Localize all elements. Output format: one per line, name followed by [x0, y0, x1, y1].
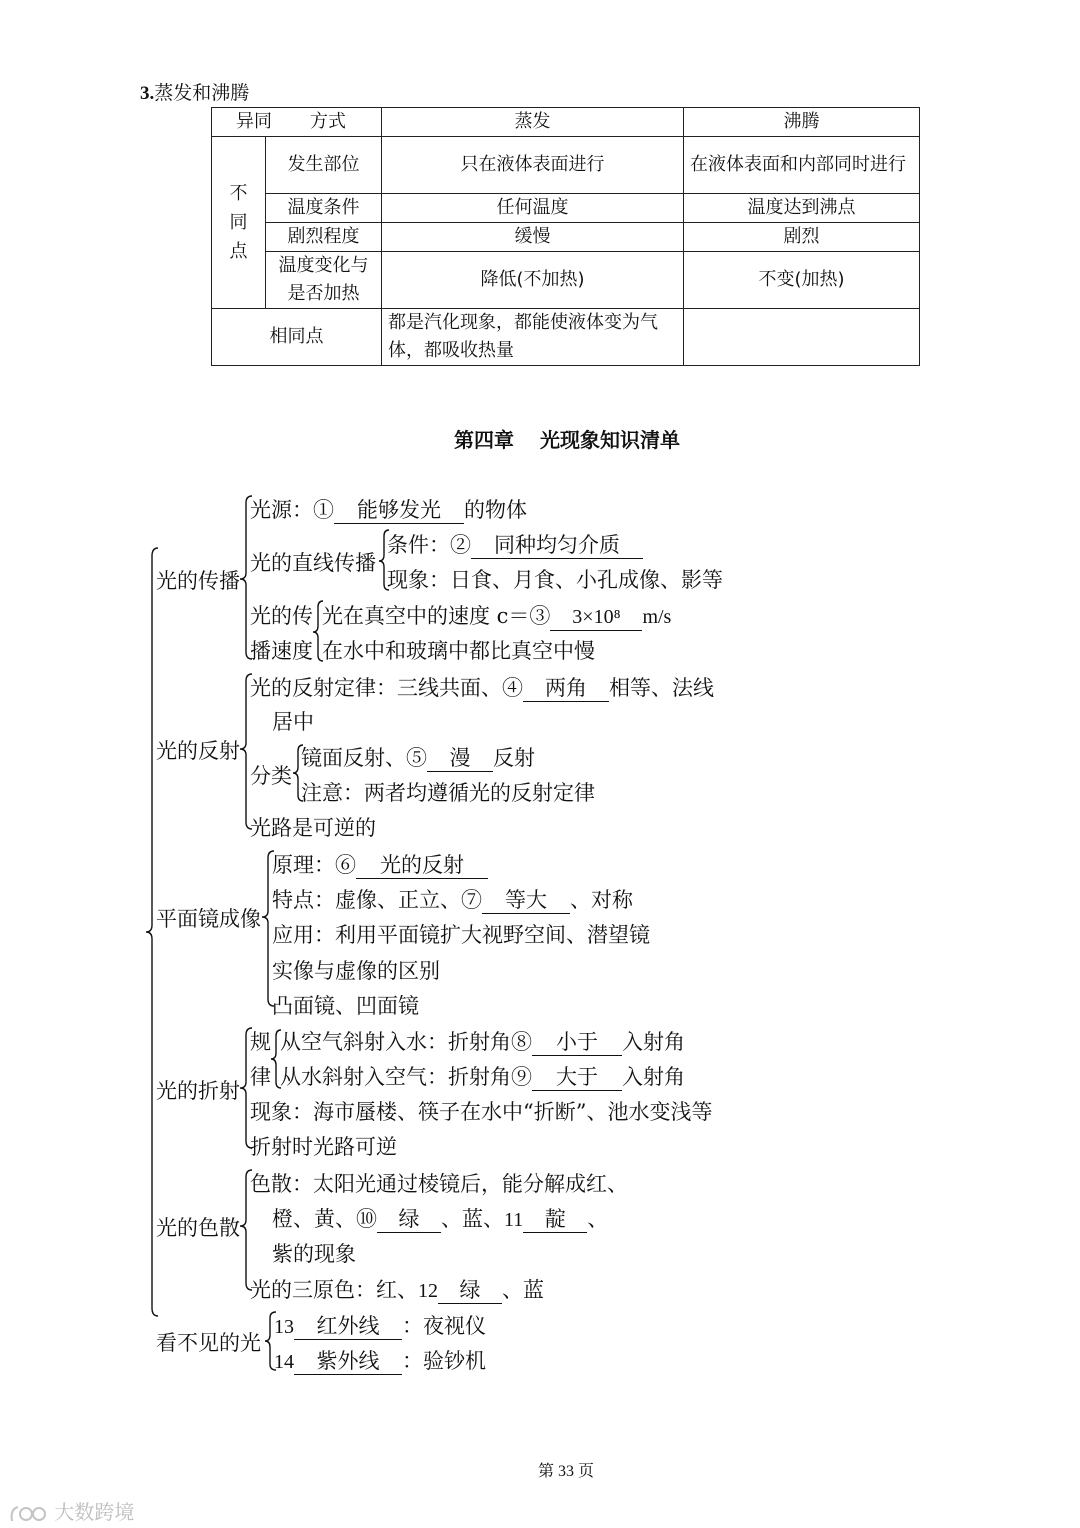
evap-cell: 任何温度: [382, 194, 684, 223]
dispersion-line-1: 色散：太阳光通过棱镜后，能分解成红、: [250, 1172, 628, 1196]
answer-blank: 同种均匀介质: [471, 532, 643, 559]
text: ：夜视仪: [402, 1314, 486, 1338]
header-mode-label: 方式: [310, 111, 346, 132]
watermark: [8, 1496, 134, 1525]
watermark-text: 大数跨境: [54, 1500, 135, 1524]
boil-cell: 温度达到沸点: [684, 194, 920, 223]
text: ：验钞机: [402, 1349, 486, 1373]
speed-label-1: 光的传: [250, 604, 313, 628]
features-line: [272, 884, 633, 914]
text: 光的三原色：红、: [250, 1278, 418, 1302]
row-label: 温度变化与是否加热: [266, 252, 382, 309]
question-number: 11: [504, 1209, 524, 1231]
node-refraction: 光的折射: [156, 1079, 240, 1103]
principle-line: [272, 849, 488, 879]
same-label: 相同点: [212, 309, 382, 366]
evap-cell: 缓慢: [382, 223, 684, 252]
speed-note: 在水中和玻璃中都比真空中慢: [322, 639, 595, 663]
reflection-law-line: [250, 672, 714, 702]
row-label: 剧烈程度: [266, 223, 382, 252]
text: 光的反射定律：三线共面、④: [250, 676, 523, 700]
infrared-line: [274, 1310, 486, 1340]
text: 的物体: [464, 498, 527, 522]
chapter-name: 光现象知识清单: [540, 428, 680, 452]
text: 条件：②: [387, 533, 471, 557]
answer-blank: 靛: [523, 1206, 587, 1233]
section-title-text: 蒸发和沸腾: [154, 82, 250, 104]
text: 光源：①: [250, 498, 334, 522]
real-virtual-line: 实像与虚像的区别: [272, 959, 440, 983]
text: 光在真空中的速度 c＝③: [322, 604, 551, 628]
text: 从水斜射入空气：折射角⑨: [280, 1065, 532, 1089]
text: 特点：虚像、正立、⑦: [272, 888, 482, 912]
text: 、对称: [570, 888, 633, 912]
same-text: 都是汽化现象，都能使液体变为气体，都吸收热量: [382, 309, 684, 366]
boil-cell: 在液体表面和内部同时进行: [684, 137, 920, 194]
header-boiling: 沸腾: [684, 108, 920, 137]
text: 原理：⑥: [272, 853, 356, 877]
text: 镜面反射、⑤: [301, 746, 427, 770]
page-number: 第 33 页: [538, 1463, 595, 1480]
refraction-phenomena: 现象：海市蜃楼、筷子在水中“折断”、池水变浅等: [250, 1100, 713, 1124]
text: 入射角: [622, 1065, 685, 1089]
condition-line: [387, 529, 643, 559]
evap-cell: 只在液体表面进行: [382, 137, 684, 194]
classification-label: 分类: [250, 764, 292, 788]
speed-unit: m/s: [642, 606, 672, 628]
rule-label-2: 律: [250, 1065, 271, 1089]
mirror-reflection-line: [301, 742, 535, 772]
text: 从空气斜射入水：折射角⑧: [280, 1030, 532, 1054]
text: 反射: [493, 746, 535, 770]
text: 相等、法线: [609, 676, 714, 700]
boil-cell: 不变(加热): [684, 252, 920, 309]
question-number: 13: [274, 1316, 294, 1338]
watermark-logo-icon: [8, 1503, 48, 1525]
answer-blank: 漫: [427, 745, 493, 772]
chapter-number: 第四章: [454, 428, 514, 452]
answer-blank: 两角: [523, 675, 609, 702]
ultraviolet-line: [274, 1345, 486, 1375]
section-number: 3.: [140, 83, 155, 104]
phenomena-line: 现象：日食、月食、小孔成像、影等: [387, 568, 723, 592]
node-plane-mirror: 平面镜成像: [156, 907, 261, 931]
node-dispersion: 光的色散: [156, 1216, 240, 1240]
answer-blank: 能够发光: [334, 497, 464, 524]
light-source-line: [250, 494, 527, 524]
answer-blank: 3×10⁸: [550, 604, 642, 631]
answer-blank: 小于: [532, 1029, 622, 1056]
answer-blank: 光的反射: [356, 852, 488, 879]
reflection-law-cont: 居中: [272, 710, 314, 734]
header-diff-label: 异同: [236, 111, 272, 132]
refraction-reversible: 折射时光路可逆: [250, 1135, 397, 1159]
row-label: 发生部位: [266, 137, 382, 194]
boil-cell: 剧烈: [684, 223, 920, 252]
evap-cell: 降低(不加热): [382, 252, 684, 309]
text: 、蓝: [502, 1278, 544, 1302]
dispersion-line-2: [272, 1203, 608, 1233]
answer-blank: 绿: [438, 1277, 502, 1304]
text: 入射角: [622, 1030, 685, 1054]
straight-propagation-label: 光的直线传播: [250, 551, 376, 575]
answer-blank: 绿: [377, 1206, 441, 1233]
speed-line: [322, 600, 671, 631]
node-invisible-light: 看不见的光: [156, 1331, 261, 1355]
node-reflection: 光的反射: [156, 739, 240, 763]
answer-blank: 红外线: [294, 1313, 402, 1340]
answer-blank: 等大: [482, 887, 570, 914]
dispersion-line-3: 紫的现象: [272, 1242, 356, 1266]
convex-concave-line: 凸面镜、凹面镜: [272, 994, 419, 1018]
row-label: 温度条件: [266, 194, 382, 223]
reflection-note: 注意：两者均遵循光的反射定律: [301, 781, 595, 805]
answer-blank: 紫外线: [294, 1348, 402, 1375]
answer-blank: 大于: [532, 1064, 622, 1091]
reflection-reversible: 光路是可逆的: [250, 816, 376, 840]
text: 、: [587, 1207, 609, 1231]
node-propagation: 光的传播: [156, 569, 240, 593]
header-evaporation: 蒸发: [382, 108, 684, 137]
text: 、蓝、: [441, 1207, 504, 1231]
primary-colors-line: [250, 1274, 544, 1304]
air-to-water-line: [280, 1026, 685, 1056]
text: 橙、黄、⑩: [272, 1207, 377, 1231]
question-number: 14: [274, 1351, 294, 1373]
speed-label-2: 播速度: [250, 639, 313, 663]
diff-label: 不同点: [229, 183, 248, 262]
application-line: 应用：利用平面镜扩大视野空间、潜望镜: [272, 923, 650, 947]
rule-label-1: 规: [250, 1030, 271, 1054]
water-to-air-line: [280, 1061, 685, 1091]
question-number: 12: [418, 1280, 438, 1302]
